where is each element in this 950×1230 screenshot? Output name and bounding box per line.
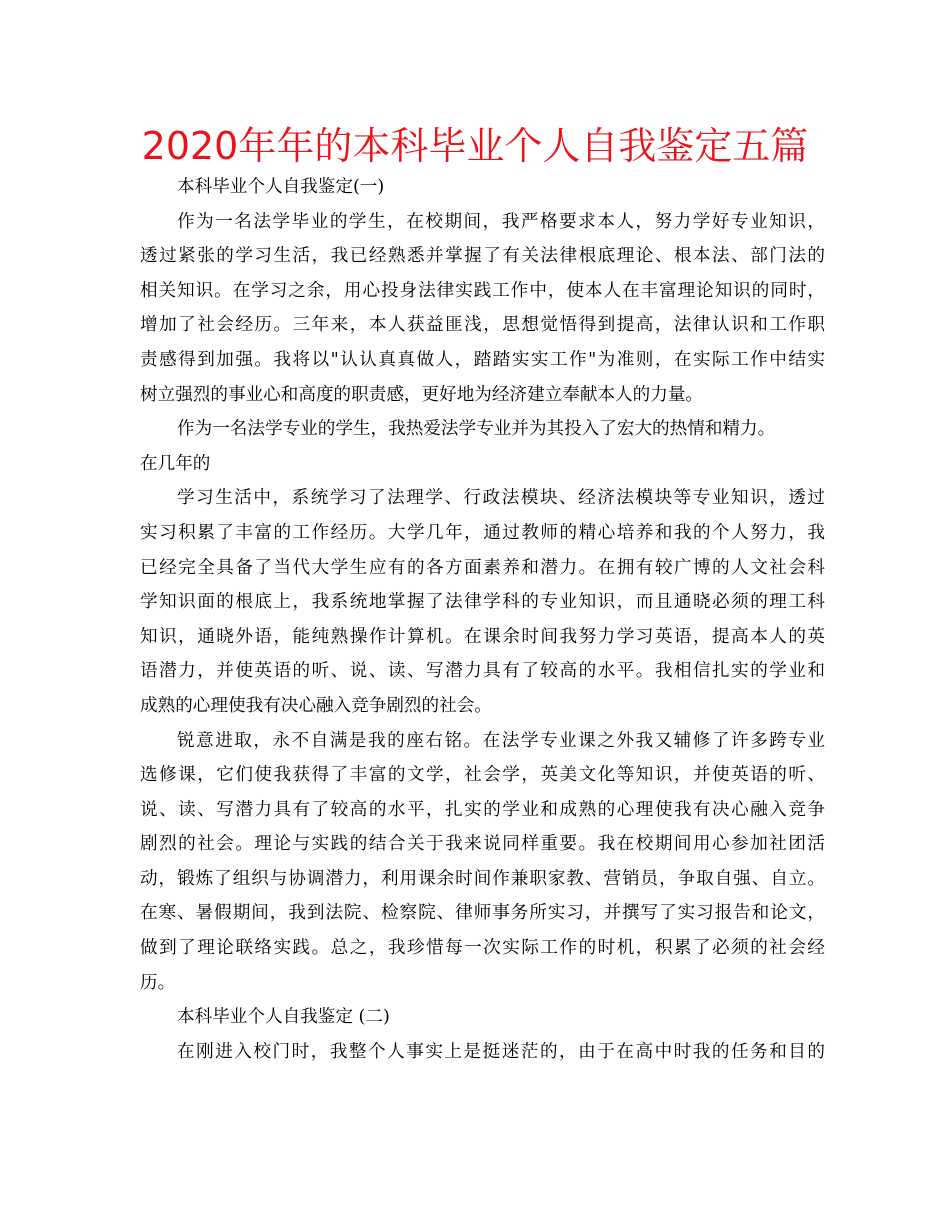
text-line: 语潜力，并使英语的听、说、读、写潜力具有了较高的水平。我相信扎实的学业和 bbox=[140, 661, 825, 682]
document-title: 2020年年的本科毕业个人自我鉴定五篇 bbox=[141, 124, 809, 168]
text-line: 剧烈的社会。理论与实践的结合关于我来说同样重要。我在校期间用心参加社团活 bbox=[140, 834, 825, 855]
text-line: 相关知识。在学习之余，用心投身法律实践工作中，使本人在丰富理论知识的同时， bbox=[140, 280, 825, 301]
text-line: 在刚进入校门时，我整个人事实上是挺迷茫的，由于在高中时我的任务和目的 bbox=[177, 1041, 825, 1062]
text-line: 选修课，它们使我获得了丰富的文学，社会学，英美文化等知识，并使英语的听、 bbox=[140, 765, 825, 786]
text-line: 动，锻炼了组织与协调潜力，利用课余时间作兼职家教、营销员，争取自强、自立。 bbox=[140, 868, 825, 889]
text-line: 锐意进取，永不自满是我的座右铭。在法学专业课之外我又辅修了许多跨专业 bbox=[177, 730, 825, 751]
text-line: 成熟的心理使我有决心融入竞争剧烈的社会。 bbox=[140, 695, 492, 716]
text-line: 已经完全具备了当代大学生应有的各方面素养和潜力。在拥有较广博的人文社会科 bbox=[140, 557, 825, 578]
section-heading: 本科毕业个人自我鉴定(一) bbox=[177, 177, 385, 197]
text-line: 责感得到加强。我将以"认认真真做人，踏踏实实工作"为准则，在实际工作中结实 bbox=[140, 349, 825, 370]
text-line: 作为一名法学专业的学生，我热爱法学专业并为其投入了宏大的热情和精力。 bbox=[177, 419, 776, 440]
text-line: 增加了社会经历。三年来，本人获益匪浅，思想觉悟得到提高，法律认识和工作职 bbox=[140, 315, 825, 336]
text-line: 作为一名法学毕业的学生，在校期间，我严格要求本人，努力学好专业知识， bbox=[177, 211, 825, 232]
text-line: 实习积累了丰富的工作经历。大学几年，通过教师的精心培养和我的个人努力，我 bbox=[140, 522, 825, 543]
text-line: 知识，通晓外语，能纯熟操作计算机。在课余时间我努力学习英语，提高本人的英 bbox=[140, 626, 825, 647]
text-line: 学习生活中，系统学习了法理学、行政法模块、经济法模块等专业知识，透过 bbox=[177, 488, 825, 509]
text-line: 说、读、写潜力具有了较高的水平，扎实的学业和成熟的心理使我有决心融入竞争 bbox=[140, 799, 825, 820]
document-body bbox=[140, 170, 825, 1069]
text-line: 在寒、暑假期间，我到法院、检察院、律师事务所实习，并撰写了实习报告和论文， bbox=[140, 903, 825, 924]
text-line: 在几年的 bbox=[140, 453, 211, 474]
text-line: 历。 bbox=[140, 972, 176, 993]
text-line: 树立强烈的事业心和高度的职责感，更好地为经济建立奉献本人的力量。 bbox=[140, 384, 704, 405]
text-line: 做到了理论联络实践。总之，我珍惜每一次实际工作的时机，积累了必须的社会经 bbox=[140, 938, 825, 959]
section-heading: 本科毕业个人自我鉴定 (二) bbox=[177, 1007, 390, 1028]
text-line: 透过紧张的学习生活，我已经熟悉并掌握了有关法律根底理论、根本法、部门法的 bbox=[140, 246, 825, 267]
text-line: 学知识面的根底上，我系统地掌握了法律学科的专业知识，而且通晓必须的理工科 bbox=[140, 592, 825, 613]
